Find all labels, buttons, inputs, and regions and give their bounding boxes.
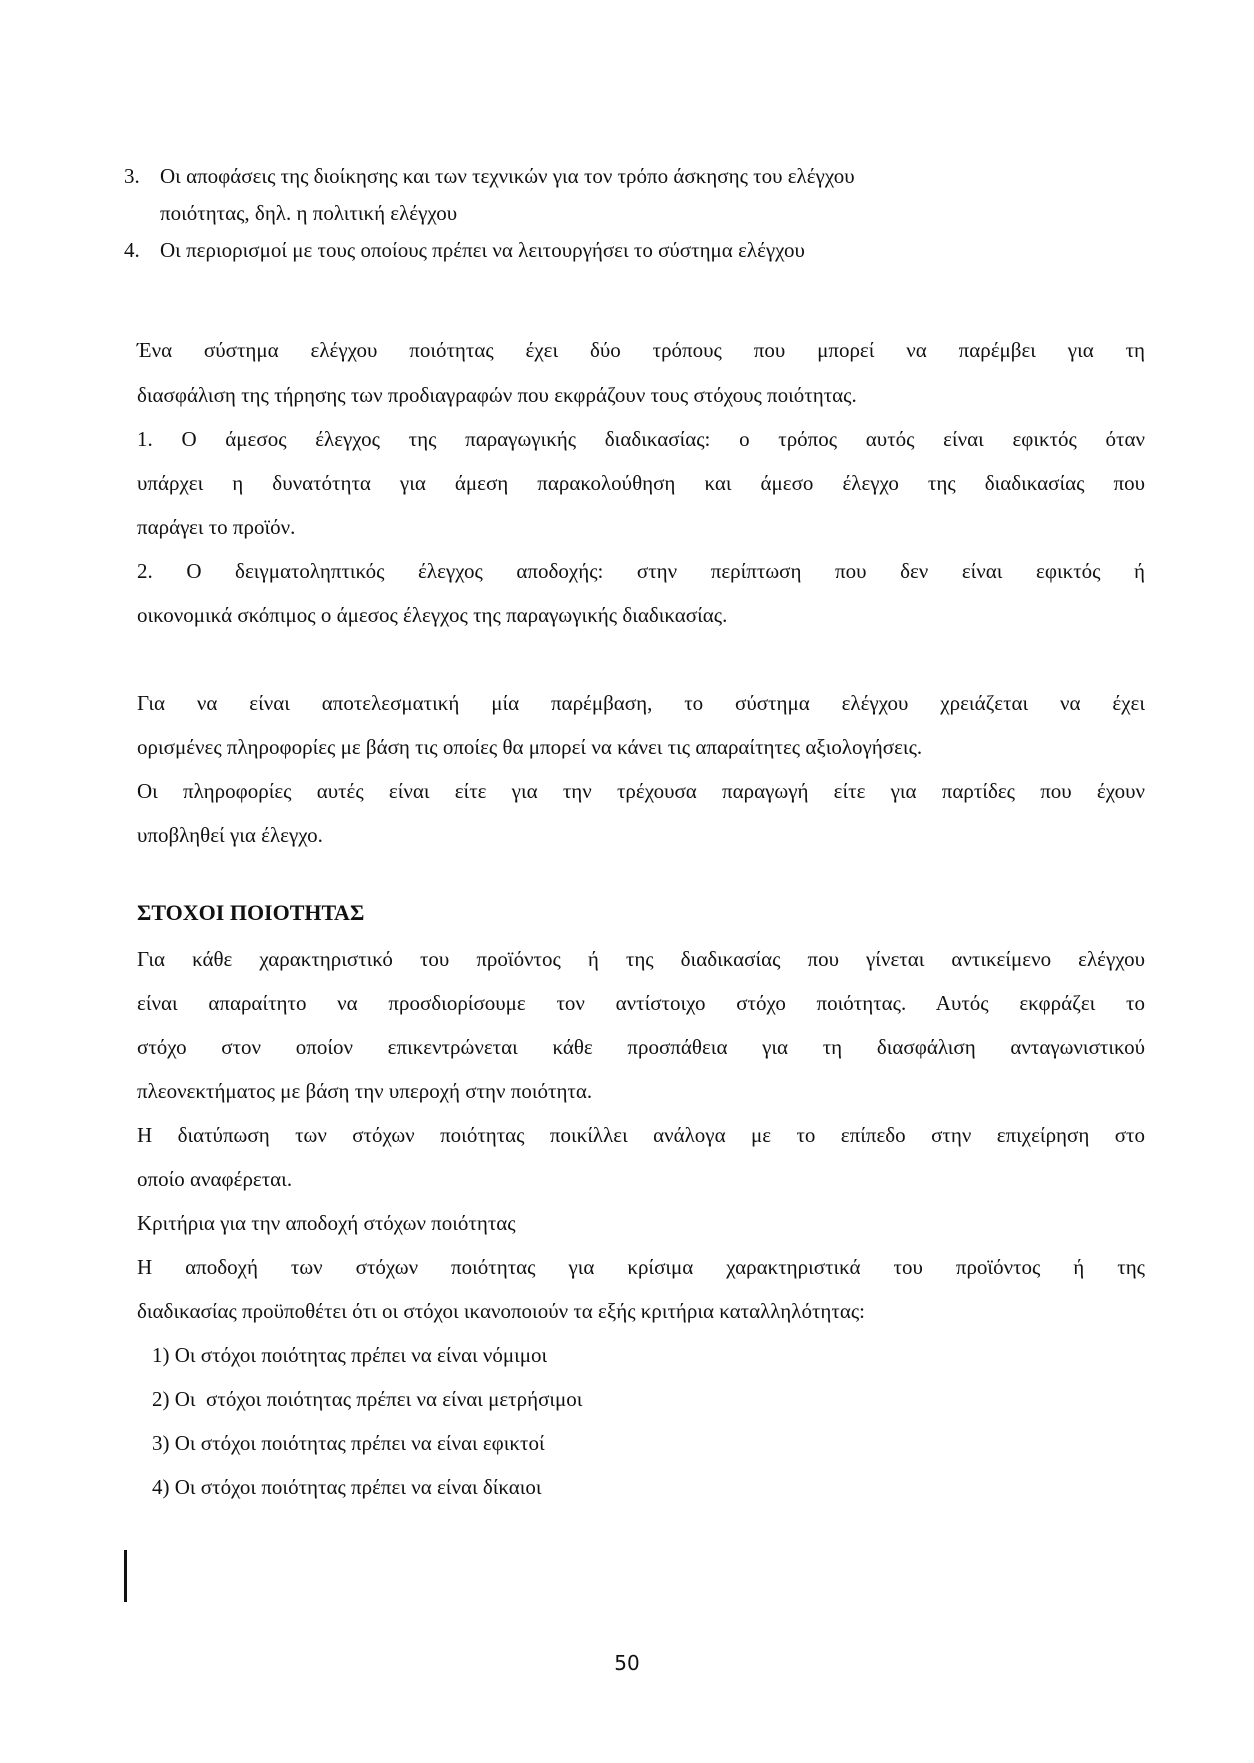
- paragraph-line: Για κάθε χαρακτηριστικό του προϊόντος ή της διαδικασίας που γίνεται αντικείμενο ελέγχου: [137, 947, 1145, 971]
- paragraph-line: 1. Ο άμεσος έλεγχος της παραγωγικής διαδικασίας: ο τρόπος αυτός είναι εφικτός όταν: [137, 427, 1145, 451]
- criteria-item: 1) Οι στόχοι ποιότητας πρέπει να είναι νόμιμοι: [152, 1343, 548, 1367]
- list-item-line: [160, 162, 1145, 190]
- list-number: 4.: [124, 238, 140, 262]
- paragraph-line: είναι απαραίτητο να προσδιορίσουμε τον αντίστοιχο στόχο ποιότητας. Αυτός εκφράζει το: [137, 991, 1145, 1015]
- paragraph-line: διαδικασίας προϋποθέτει ότι οι στόχοι ικανοποιούν τα εξής κριτήρια καταλληλότητας:: [137, 1299, 865, 1323]
- paragraph-line: Ένα σύστημα ελέγχου ποιότητας έχει δύο τρόπους που μπορεί να παρέμβει για τη: [137, 338, 1145, 362]
- list-item-line: Οι περιορισμοί με τους οποίους πρέπει να λειτουργήσει το σύστημα ελέγχου: [160, 238, 805, 262]
- paragraph-line: παράγει το προϊόν.: [137, 515, 296, 539]
- criteria-item: 4) Οι στόχοι ποιότητας πρέπει να είναι δίκαιοι: [152, 1475, 542, 1499]
- list-item-line: ποιότητας, δηλ. η πολιτική ελέγχου: [160, 201, 458, 225]
- criteria-title: Κριτήρια για την αποδοχή στόχων ποιότητας: [137, 1211, 516, 1235]
- criteria-item: 3) Οι στόχοι ποιότητας πρέπει να είναι εφικτοί: [152, 1431, 545, 1455]
- paragraph-line: Η διατύπωση των στόχων ποιότητας ποικίλλει ανάλογα με το επίπεδο στην επιχείρηση στο: [137, 1123, 1145, 1147]
- list-number: 3.: [124, 164, 140, 188]
- paragraph-line: πλεονεκτήματος με βάση την υπεροχή στην ποιότητα.: [137, 1079, 593, 1103]
- paragraph-line: υποβληθεί για έλεγχο.: [137, 823, 323, 847]
- paragraph-line: ορισμένες πληροφορίες με βάση τις οποίες θα μπορεί να κάνει τις απαραίτητες αξιολογήσεις.: [137, 735, 923, 759]
- paragraph-line: οποίο αναφέρεται.: [137, 1167, 293, 1191]
- margin-bar: [124, 1550, 127, 1602]
- page-number: 50: [614, 1651, 640, 1675]
- paragraph-line: υπάρχει η δυνατότητα για άμεση παρακολούθηση και άμεσο έλεγχο της διαδικασίας που: [137, 471, 1145, 495]
- paragraph-line: 2. Ο δειγματοληπτικός έλεγχος αποδοχής: στην περίπτωση που δεν είναι εφικτός ή: [137, 559, 1145, 583]
- section-heading: ΣΤΟΧΟΙ ΠΟΙΟΤΗΤΑΣ: [137, 900, 365, 925]
- paragraph-line: στόχο στον οποίον επικεντρώνεται κάθε προσπάθεια για τη διασφάλιση ανταγωνιστικού: [137, 1035, 1145, 1059]
- paragraph-line: Η αποδοχή των στόχων ποιότητας για κρίσιμα χαρακτηριστικά του προϊόντος ή της: [137, 1255, 1145, 1279]
- criteria-item: 2) Οι στόχοι ποιότητας πρέπει να είναι μετρήσιμοι: [152, 1387, 583, 1411]
- paragraph-line: Για να είναι αποτελεσματική μία παρέμβαση, το σύστημα ελέγχου χρειάζεται να έχει: [137, 691, 1145, 715]
- paragraph-line: οικονομικά σκόπιμος ο άμεσος έλεγχος της παραγωγικής διαδικασίας.: [137, 603, 728, 627]
- list-item-text: Οι αποφάσεις της διοίκησης και των τεχνικών για τον τρόπο άσκησης του ελέγχου: [160, 164, 855, 188]
- paragraph-line: Οι πληροφορίες αυτές είναι είτε για την τρέχουσα παραγωγή είτε για παρτίδες που έχουν: [137, 779, 1145, 803]
- paragraph-line: διασφάλιση της τήρησης των προδιαγραφών που εκφράζουν τους στόχους ποιότητας.: [137, 383, 857, 407]
